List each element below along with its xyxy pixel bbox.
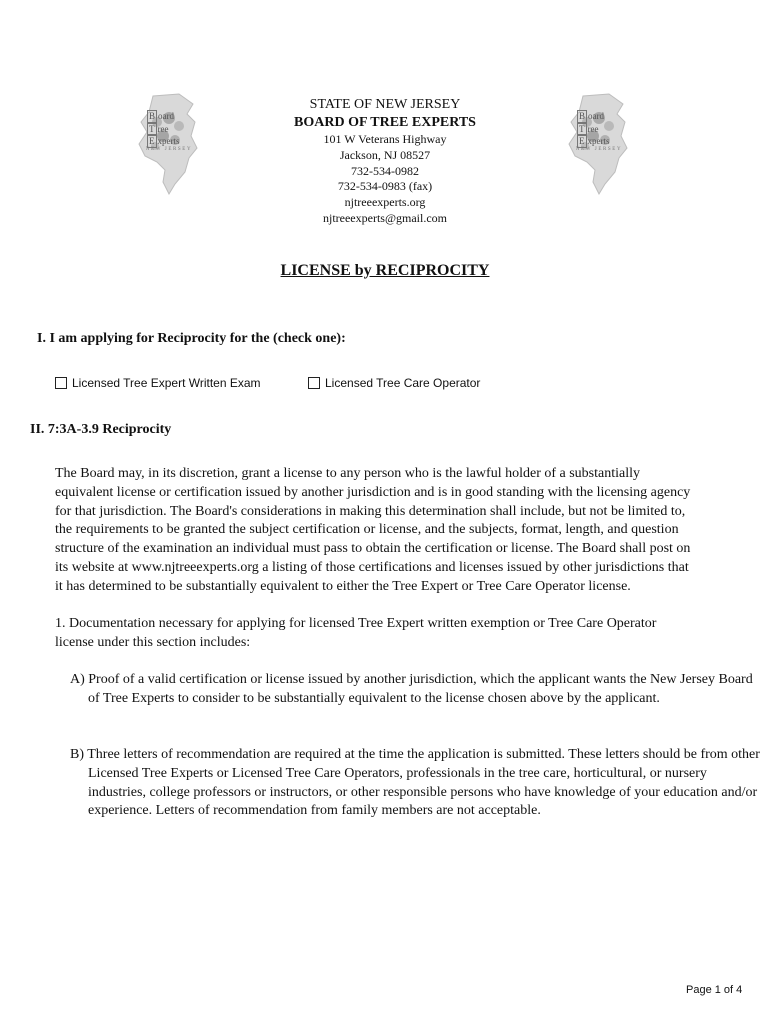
reciprocity-paragraph: The Board may, in its discretion, grant a license to any person who is the lawful holder of a substantially equivalent license or certification issued by another jurisdiction and is in good standing with the licensing agency for that jurisdiction. The Board's considerations in making this determination shall include, but not be limited to, the requirements to be granted the subject certification or license, and the subjects, format, length, and question structure of the examination an individual must pass to obtain the certification or license. The Board shall post on its website at www.njtreeexperts.org a listing of those certifications and licenses issued by other jurisdictions that it has determined to be substantially equivalent to either the Tree Expert or Tree Care Operator license.: [55, 466, 691, 594]
page-number: Page 1 of 4: [686, 984, 743, 996]
street-address: 101 W Veterans Highway: [323, 132, 447, 146]
logo-state-text: NEW JERSEY: [575, 147, 623, 152]
requirement-item-b: B) Three letters of recommendation are required at the time the application is submitted. These letters should be from other Licensed Tree Experts or Licensed Tree Care Operators, professionals in the tree care, horticultural, or nursery industries, college professors or instructors, or other responsible persons who have knowledge of your education and/or experience. Letters of recommendation from family members are not acceptable.: [70, 747, 760, 819]
section-2-heading: II. 7:3A-3.9 Reciprocity: [30, 422, 172, 437]
documentation-paragraph: 1. Documentation necessary for applying for licensed Tree Expert written exemption or Tree Care Operator license under this section includes:: [55, 616, 657, 650]
state-name: STATE OF NEW JERSEY: [309, 97, 461, 112]
logo-state-text: NEW JERSEY: [145, 147, 193, 152]
requirement-item-a: A) Proof of a valid certification or license issued by another jurisdiction, which the applicant wants the New Jersey Board of Tree Experts to consider to be substantially equivalent to the license chosen above by the applicant.: [70, 672, 753, 706]
option-tree-care-operator[interactable]: [308, 376, 480, 390]
board-name: BOARD OF TREE EXPERTS: [294, 115, 476, 130]
phone-number: 732-534-0982: [351, 163, 419, 178]
fax-number: 732-534-0983 (fax): [337, 179, 433, 194]
document-title: LICENSE by RECIPROCITY: [280, 262, 490, 279]
section-1-heading: I. I am applying for Reciprocity for the (check one):: [37, 331, 346, 346]
board-logo-left: [135, 92, 203, 196]
checkbox[interactable]: [55, 377, 67, 389]
logo-wordmark: B oard T ree E xperts: [579, 111, 610, 146]
board-logo-right: [565, 92, 633, 196]
logo-wordmark: B oard T ree E xperts: [149, 111, 180, 146]
website: njtreeexperts.org: [344, 195, 426, 210]
email: njtreeexperts@gmail.com: [322, 210, 447, 225]
city-zip: Jackson, NJ 08527: [339, 147, 431, 162]
option-tree-expert-written-exam[interactable]: [55, 376, 261, 390]
checkbox[interactable]: [308, 377, 320, 389]
letterhead: [235, 96, 535, 227]
checkbox-label: Licensed Tree Care Operator: [325, 376, 481, 390]
checkbox-label: Licensed Tree Expert Written Exam: [72, 376, 261, 390]
